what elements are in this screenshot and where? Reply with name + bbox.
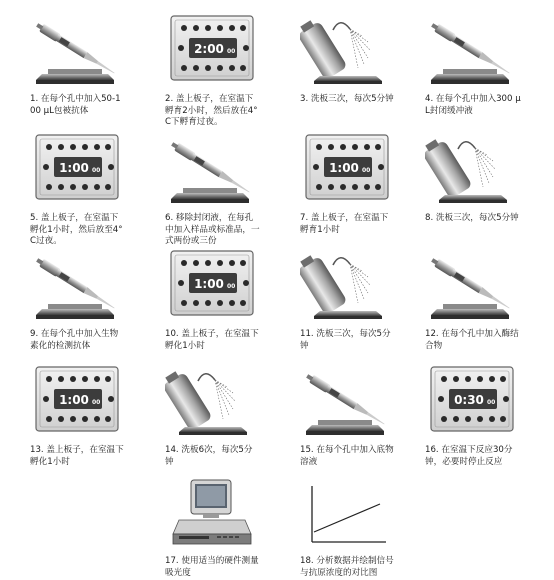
wash-bottle-icon bbox=[425, 131, 525, 213]
timer-readout: 1:00 bbox=[194, 277, 224, 291]
timer-icon bbox=[30, 131, 130, 213]
step-caption: 5. 盖上板子，在室温下孵化1小时，然后放至4°C过夜。 bbox=[30, 213, 123, 246]
pipette-plate-icon bbox=[425, 247, 525, 329]
computer-icon bbox=[165, 474, 265, 556]
step-caption: 15. 在每个孔中加入底物溶液 bbox=[300, 445, 394, 467]
timer-readout: 0:30 bbox=[454, 393, 484, 407]
pipette-plate-icon bbox=[165, 131, 265, 213]
step-3 bbox=[300, 12, 430, 106]
step-caption: 13. 盖上板子，在室温下孵化1小时 bbox=[30, 445, 124, 467]
step-13 bbox=[30, 363, 160, 468]
wash-bottle-icon bbox=[165, 363, 265, 445]
step-caption: 12. 在每个孔中加入酶结合物 bbox=[425, 329, 519, 351]
step-10 bbox=[165, 247, 295, 352]
step-caption: 7. 盖上板子，在室温下孵育1小时 bbox=[300, 213, 389, 235]
timer-seconds: 00 bbox=[487, 399, 496, 406]
timer-seconds: 00 bbox=[362, 167, 371, 174]
step-9 bbox=[30, 247, 160, 352]
step-caption: 14. 洗板6次，每次5分钟 bbox=[165, 445, 253, 467]
pipette-plate-icon bbox=[425, 12, 525, 94]
step-15 bbox=[300, 363, 430, 468]
step-caption: 4. 在每个孔中加入300 µL封闭缓冲液 bbox=[425, 94, 521, 116]
pipette-plate-icon bbox=[30, 247, 130, 329]
step-14 bbox=[165, 363, 295, 468]
step-11 bbox=[300, 247, 430, 352]
step-2 bbox=[165, 12, 295, 129]
timer-seconds: 00 bbox=[227, 283, 236, 290]
timer-seconds: 00 bbox=[92, 167, 101, 174]
line-graph-icon bbox=[300, 474, 400, 556]
timer-icon bbox=[165, 12, 265, 94]
wash-bottle-icon bbox=[300, 247, 400, 329]
timer-icon bbox=[300, 131, 400, 213]
step-caption: 1. 在每个孔中加入50-100 µL包被抗体 bbox=[30, 94, 121, 116]
timer-readout: 1:00 bbox=[59, 161, 89, 175]
step-caption: 18. 分析数据并绘制信号与抗原浓度的对比图 bbox=[300, 556, 394, 578]
timer-icon bbox=[425, 363, 525, 445]
step-caption: 9. 在每个孔中加入生物素化的检测抗体 bbox=[30, 329, 119, 351]
step-18 bbox=[300, 474, 430, 579]
step-16 bbox=[425, 363, 554, 468]
step-caption: 6. 移除封闭液，在每孔中加入样品或标准品，一式两份或三份 bbox=[165, 213, 260, 246]
step-6 bbox=[165, 131, 295, 248]
timer-seconds: 00 bbox=[227, 48, 236, 55]
timer-readout: 2:00 bbox=[194, 42, 224, 56]
step-caption: 17. 使用适当的硬件测量吸光度 bbox=[165, 556, 259, 578]
step-caption: 2. 盖上板子，在室温下孵育2小时，然后放在4°C下孵育过夜。 bbox=[165, 94, 258, 127]
step-8 bbox=[425, 131, 554, 225]
step-7 bbox=[300, 131, 430, 236]
step-4 bbox=[425, 12, 554, 117]
timer-readout: 1:00 bbox=[59, 393, 89, 407]
pipette-plate-icon bbox=[300, 363, 400, 445]
step-caption: 16. 在室温下反应30分钟，必要时停止反应 bbox=[425, 445, 513, 467]
step-caption: 8. 洗板三次，每次5分钟 bbox=[425, 213, 519, 223]
step-1 bbox=[30, 12, 160, 117]
step-17 bbox=[165, 474, 295, 579]
step-12 bbox=[425, 247, 554, 352]
step-caption: 10. 盖上板子，在室温下孵化1小时 bbox=[165, 329, 259, 351]
step-caption: 11. 洗板三次，每次5分钟 bbox=[300, 329, 391, 351]
timer-readout: 1:00 bbox=[329, 161, 359, 175]
pipette-plate-icon bbox=[30, 12, 130, 94]
wash-bottle-icon bbox=[300, 12, 400, 94]
step-caption: 3. 洗板三次，每次5分钟 bbox=[300, 94, 394, 104]
timer-icon bbox=[165, 247, 265, 329]
step-5 bbox=[30, 131, 160, 248]
timer-icon bbox=[30, 363, 130, 445]
timer-seconds: 00 bbox=[92, 399, 101, 406]
